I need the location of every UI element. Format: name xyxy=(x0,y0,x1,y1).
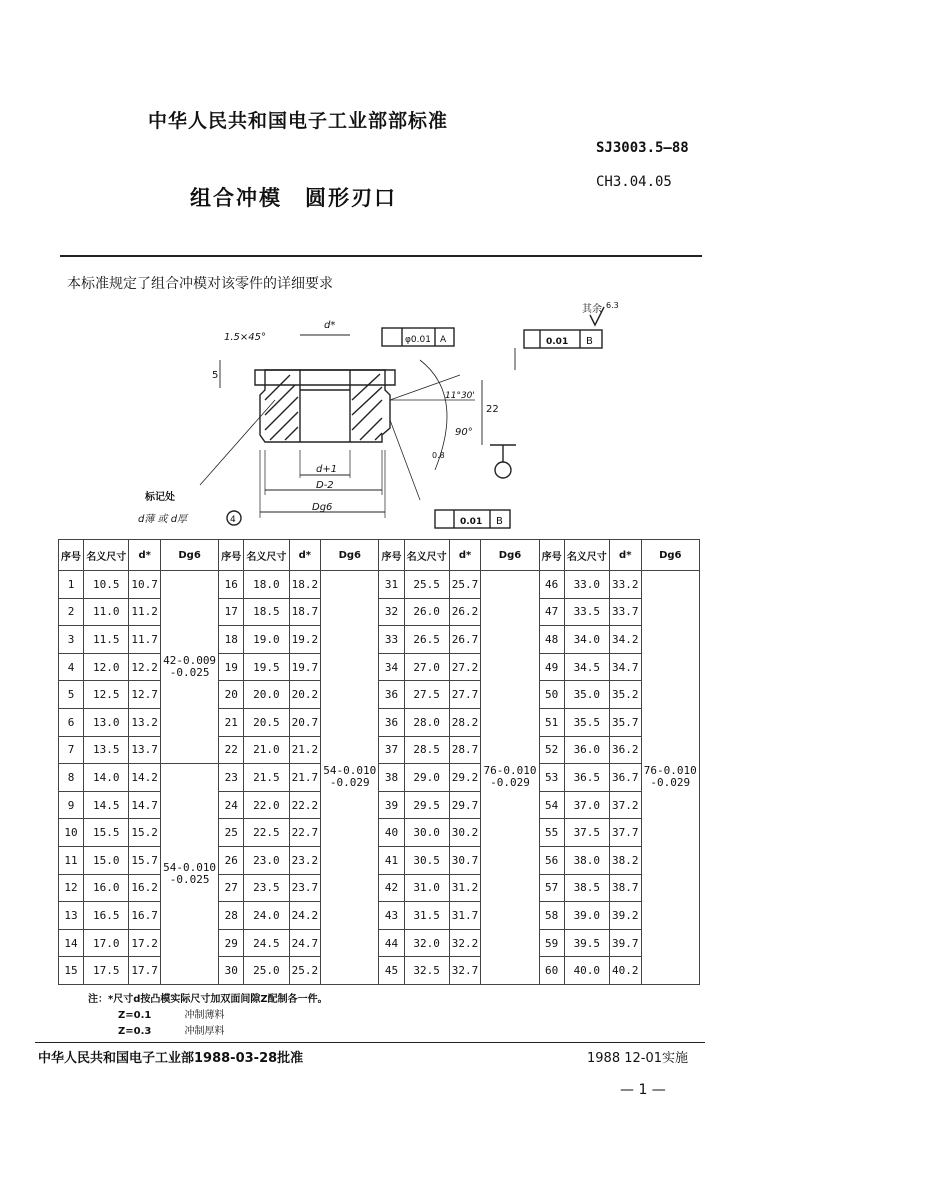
d-star-label: d* xyxy=(324,320,336,331)
table-row xyxy=(59,846,700,874)
cell-dg6-tolerance: 76-0.010 -0.029 xyxy=(481,571,539,985)
table-row xyxy=(59,708,700,736)
cell-seq: 5 xyxy=(59,681,84,709)
col-header-nominal: 名义尺寸 xyxy=(564,540,609,571)
table-row xyxy=(59,874,700,902)
table-row xyxy=(59,957,700,985)
technical-drawing xyxy=(120,300,620,535)
cell-d: 17.2 xyxy=(129,929,161,957)
col-header-dg6: Dg6 xyxy=(160,540,218,571)
cell-d: 38.7 xyxy=(609,874,641,902)
table-row xyxy=(59,598,700,626)
cell-d: 34.2 xyxy=(609,626,641,654)
cell-d: 33.7 xyxy=(609,598,641,626)
perpendicularity-tolerance: 0.01 xyxy=(460,517,483,527)
cell-d: 37.2 xyxy=(609,791,641,819)
cell-d: 11.2 xyxy=(129,598,161,626)
cell-nominal: 17.5 xyxy=(84,957,129,985)
cell-nominal: 27.5 xyxy=(404,681,449,709)
table-row xyxy=(59,736,700,764)
table-row xyxy=(59,902,700,930)
col-header-nominal: 名义尺寸 xyxy=(244,540,289,571)
standard-code: SJ3003.5—88 xyxy=(596,140,689,156)
cell-d: 32.7 xyxy=(449,957,481,985)
cell-nominal: 34.5 xyxy=(564,653,609,681)
cell-nominal: 21.0 xyxy=(244,736,289,764)
cell-seq: 34 xyxy=(379,653,404,681)
chamfer-label: 1.5×45° xyxy=(224,332,267,343)
col-header-nominal: 名义尺寸 xyxy=(84,540,129,571)
cell-nominal: 19.5 xyxy=(244,653,289,681)
dg6-label: Dg6 xyxy=(312,502,333,513)
dim-22-label: 22 xyxy=(486,404,499,415)
cell-seq: 36 xyxy=(379,708,404,736)
cell-seq: 1 xyxy=(59,571,84,599)
cell-d: 39.7 xyxy=(609,929,641,957)
cell-seq: 54 xyxy=(539,791,564,819)
cell-seq: 16 xyxy=(219,571,244,599)
col-header-nominal: 名义尺寸 xyxy=(404,540,449,571)
cell-nominal: 17.0 xyxy=(84,929,129,957)
cell-d: 18.7 xyxy=(289,598,321,626)
cell-d: 21.7 xyxy=(289,764,321,792)
cell-nominal: 31.5 xyxy=(404,902,449,930)
cell-nominal: 22.0 xyxy=(244,791,289,819)
cell-nominal: 22.5 xyxy=(244,819,289,847)
cell-d: 21.2 xyxy=(289,736,321,764)
cell-d: 14.2 xyxy=(129,764,161,792)
cell-d: 33.2 xyxy=(609,571,641,599)
cell-seq: 57 xyxy=(539,874,564,902)
col-header-d: d* xyxy=(289,540,321,571)
cell-d: 31.7 xyxy=(449,902,481,930)
cell-seq: 25 xyxy=(219,819,244,847)
cell-nominal: 16.0 xyxy=(84,874,129,902)
cell-d: 10.7 xyxy=(129,571,161,599)
cell-seq: 18 xyxy=(219,626,244,654)
cell-nominal: 37.5 xyxy=(564,819,609,847)
cell-seq: 40 xyxy=(379,819,404,847)
table-row xyxy=(59,571,700,599)
cell-seq: 10 xyxy=(59,819,84,847)
cell-nominal: 14.5 xyxy=(84,791,129,819)
cell-d: 28.7 xyxy=(449,736,481,764)
roughness-value: 6.3 xyxy=(606,301,619,310)
cell-d: 35.2 xyxy=(609,681,641,709)
cell-nominal: 23.0 xyxy=(244,846,289,874)
cell-d: 29.7 xyxy=(449,791,481,819)
cell-seq: 53 xyxy=(539,764,564,792)
cell-seq: 31 xyxy=(379,571,404,599)
cell-nominal: 28.0 xyxy=(404,708,449,736)
table-row xyxy=(59,791,700,819)
cell-d: 30.2 xyxy=(449,819,481,847)
cell-seq: 7 xyxy=(59,736,84,764)
cell-seq: 51 xyxy=(539,708,564,736)
approval-text: 中华人民共和国电子工业部1988-03-28批准 xyxy=(38,1051,304,1066)
cell-seq: 21 xyxy=(219,708,244,736)
cell-nominal: 39.5 xyxy=(564,929,609,957)
roughness-08-label: 0.8 xyxy=(432,451,445,460)
cell-d: 15.2 xyxy=(129,819,161,847)
classification-code: CH3.04.05 xyxy=(596,174,672,190)
cell-nominal: 33.5 xyxy=(564,598,609,626)
cell-d: 40.2 xyxy=(609,957,641,985)
right-angle-label: 90° xyxy=(455,427,473,438)
cell-d: 15.7 xyxy=(129,846,161,874)
cell-d: 14.7 xyxy=(129,791,161,819)
table-row xyxy=(59,681,700,709)
note-line-3 xyxy=(118,1022,225,1037)
cell-seq: 33 xyxy=(379,626,404,654)
cell-d: 22.2 xyxy=(289,791,321,819)
cell-d: 19.7 xyxy=(289,653,321,681)
cell-nominal: 27.0 xyxy=(404,653,449,681)
issuing-organization: 中华人民共和国电子工业部部标准 xyxy=(148,110,449,132)
mark-text-label: d薄 或 d厚 xyxy=(138,514,188,525)
cell-nominal: 12.5 xyxy=(84,681,129,709)
cell-d: 38.2 xyxy=(609,846,641,874)
cell-d: 24.7 xyxy=(289,929,321,957)
col-header-d: d* xyxy=(449,540,481,571)
col-header-seq: 序号 xyxy=(379,540,404,571)
cell-nominal: 39.0 xyxy=(564,902,609,930)
cell-nominal: 24.0 xyxy=(244,902,289,930)
cell-seq: 19 xyxy=(219,653,244,681)
cell-d: 36.2 xyxy=(609,736,641,764)
cell-nominal: 20.5 xyxy=(244,708,289,736)
cell-d: 35.7 xyxy=(609,708,641,736)
cell-d: 27.7 xyxy=(449,681,481,709)
cell-d: 16.7 xyxy=(129,902,161,930)
cell-nominal: 37.0 xyxy=(564,791,609,819)
intro-text: 本标准规定了组合冲模对该零件的详细要求 xyxy=(67,276,333,292)
parallel-tolerance: 0.01 xyxy=(546,337,569,347)
cell-nominal: 20.0 xyxy=(244,681,289,709)
cell-d: 20.7 xyxy=(289,708,321,736)
cell-nominal: 35.5 xyxy=(564,708,609,736)
cell-d: 26.2 xyxy=(449,598,481,626)
cell-nominal: 12.0 xyxy=(84,653,129,681)
table-row xyxy=(59,929,700,957)
cell-dg6-tolerance: 54-0.010 -0.029 xyxy=(321,571,379,985)
cell-d: 34.7 xyxy=(609,653,641,681)
cell-nominal: 31.0 xyxy=(404,874,449,902)
cell-seq: 24 xyxy=(219,791,244,819)
cell-seq: 3 xyxy=(59,626,84,654)
cell-nominal: 16.5 xyxy=(84,902,129,930)
cell-nominal: 11.0 xyxy=(84,598,129,626)
cell-d: 19.2 xyxy=(289,626,321,654)
cell-nominal: 18.5 xyxy=(244,598,289,626)
cell-d: 25.7 xyxy=(449,571,481,599)
cell-seq: 22 xyxy=(219,736,244,764)
cell-seq: 20 xyxy=(219,681,244,709)
cell-seq: 46 xyxy=(539,571,564,599)
col-header-seq: 序号 xyxy=(59,540,84,571)
table-row xyxy=(59,626,700,654)
cell-d: 12.7 xyxy=(129,681,161,709)
col-header-d: d* xyxy=(129,540,161,571)
cell-seq: 8 xyxy=(59,764,84,792)
cell-d: 18.2 xyxy=(289,571,321,599)
note-thick-material: 冲制厚料 xyxy=(184,1026,225,1037)
cell-seq: 52 xyxy=(539,736,564,764)
footer-rule xyxy=(35,1042,705,1043)
cell-seq: 23 xyxy=(219,764,244,792)
small-angle-label: 11°30' xyxy=(445,391,475,401)
cell-d: 30.7 xyxy=(449,846,481,874)
cell-nominal: 34.0 xyxy=(564,626,609,654)
cell-seq: 60 xyxy=(539,957,564,985)
cell-nominal: 29.0 xyxy=(404,764,449,792)
effective-date: 1988 12-01实施 xyxy=(587,1051,688,1066)
cell-nominal: 14.0 xyxy=(84,764,129,792)
cell-seq: 17 xyxy=(219,598,244,626)
table-header-row xyxy=(59,540,700,571)
cell-nominal: 25.5 xyxy=(404,571,449,599)
mark-place-label: 标记处 xyxy=(145,492,175,503)
cell-seq: 9 xyxy=(59,791,84,819)
cell-nominal: 24.5 xyxy=(244,929,289,957)
table-row xyxy=(59,653,700,681)
cell-nominal: 15.5 xyxy=(84,819,129,847)
cell-d: 25.2 xyxy=(289,957,321,985)
cell-seq: 45 xyxy=(379,957,404,985)
col-header-dg6: Dg6 xyxy=(481,540,539,571)
cell-nominal: 26.5 xyxy=(404,626,449,654)
datum-a-label: A xyxy=(440,335,447,345)
cell-nominal: 29.5 xyxy=(404,791,449,819)
cell-dg6-tolerance: 42-0.009 -0.025 xyxy=(160,571,218,764)
cell-seq: 47 xyxy=(539,598,564,626)
col-header-seq: 序号 xyxy=(219,540,244,571)
cell-dg6-tolerance: 76-0.010 -0.029 xyxy=(641,571,699,985)
table-body xyxy=(59,571,700,985)
datum-b2-label: B xyxy=(496,516,503,527)
cell-seq: 29 xyxy=(219,929,244,957)
cell-seq: 15 xyxy=(59,957,84,985)
cell-seq: 36 xyxy=(379,681,404,709)
cell-d: 26.7 xyxy=(449,626,481,654)
cell-seq: 42 xyxy=(379,874,404,902)
cell-nominal: 13.5 xyxy=(84,736,129,764)
cell-d: 31.2 xyxy=(449,874,481,902)
cell-seq: 2 xyxy=(59,598,84,626)
cell-d: 11.7 xyxy=(129,626,161,654)
cell-nominal: 23.5 xyxy=(244,874,289,902)
page-number: — 1 — xyxy=(620,1082,666,1098)
cell-seq: 58 xyxy=(539,902,564,930)
cell-seq: 14 xyxy=(59,929,84,957)
col-header-dg6: Dg6 xyxy=(641,540,699,571)
header-rule xyxy=(60,255,702,257)
note-z-value-2: Z=0.3 xyxy=(118,1026,152,1037)
cell-d: 37.7 xyxy=(609,819,641,847)
cell-nominal: 19.0 xyxy=(244,626,289,654)
cell-nominal: 28.5 xyxy=(404,736,449,764)
cell-seq: 50 xyxy=(539,681,564,709)
cell-d: 12.2 xyxy=(129,653,161,681)
cell-nominal: 35.0 xyxy=(564,681,609,709)
cell-seq: 11 xyxy=(59,846,84,874)
cell-seq: 49 xyxy=(539,653,564,681)
cell-d: 20.2 xyxy=(289,681,321,709)
note-line-2 xyxy=(118,1006,225,1021)
cell-seq: 39 xyxy=(379,791,404,819)
cell-seq: 38 xyxy=(379,764,404,792)
cell-nominal: 10.5 xyxy=(84,571,129,599)
cell-nominal: 40.0 xyxy=(564,957,609,985)
d-plus-1-label: d+1 xyxy=(316,464,338,475)
col-header-d: d* xyxy=(609,540,641,571)
cell-d: 36.7 xyxy=(609,764,641,792)
cell-d: 23.2 xyxy=(289,846,321,874)
cell-nominal: 26.0 xyxy=(404,598,449,626)
cell-nominal: 36.5 xyxy=(564,764,609,792)
cell-d: 24.2 xyxy=(289,902,321,930)
col-header-seq: 序号 xyxy=(539,540,564,571)
cell-seq: 44 xyxy=(379,929,404,957)
cell-d: 32.2 xyxy=(449,929,481,957)
cell-seq: 41 xyxy=(379,846,404,874)
cell-d: 29.2 xyxy=(449,764,481,792)
document-title: 组合冲模 圆形刃口 xyxy=(190,186,397,210)
cell-d: 39.2 xyxy=(609,902,641,930)
cell-d: 27.2 xyxy=(449,653,481,681)
cell-d: 13.2 xyxy=(129,708,161,736)
cell-dg6-tolerance: 54-0.010 -0.025 xyxy=(160,764,218,985)
cell-d: 17.7 xyxy=(129,957,161,985)
cell-d: 13.7 xyxy=(129,736,161,764)
table-row xyxy=(59,764,700,792)
cell-seq: 48 xyxy=(539,626,564,654)
cell-seq: 55 xyxy=(539,819,564,847)
dim-5-label: 5 xyxy=(212,370,219,381)
cell-seq: 56 xyxy=(539,846,564,874)
col-header-dg6: Dg6 xyxy=(321,540,379,571)
cell-seq: 59 xyxy=(539,929,564,957)
cell-seq: 37 xyxy=(379,736,404,764)
cell-nominal: 33.0 xyxy=(564,571,609,599)
dimension-table xyxy=(58,539,700,985)
cell-nominal: 13.0 xyxy=(84,708,129,736)
cell-nominal: 11.5 xyxy=(84,626,129,654)
note-z-value-1: Z=0.1 xyxy=(118,1010,152,1021)
cell-nominal: 36.0 xyxy=(564,736,609,764)
cell-seq: 4 xyxy=(59,653,84,681)
cell-nominal: 30.5 xyxy=(404,846,449,874)
cell-nominal: 25.0 xyxy=(244,957,289,985)
cell-nominal: 38.5 xyxy=(564,874,609,902)
cell-seq: 13 xyxy=(59,902,84,930)
cell-seq: 26 xyxy=(219,846,244,874)
cell-nominal: 18.0 xyxy=(244,571,289,599)
note-thin-material: 冲制薄料 xyxy=(184,1010,225,1021)
cell-nominal: 38.0 xyxy=(564,846,609,874)
cell-seq: 28 xyxy=(219,902,244,930)
datum-b-label: B xyxy=(586,336,593,347)
roughness-other-label: 其余 xyxy=(582,304,602,315)
cell-nominal: 32.0 xyxy=(404,929,449,957)
mark-circle-label: 4 xyxy=(230,515,236,525)
table-row xyxy=(59,819,700,847)
cell-seq: 32 xyxy=(379,598,404,626)
cell-nominal: 15.0 xyxy=(84,846,129,874)
cell-d: 16.2 xyxy=(129,874,161,902)
cell-seq: 27 xyxy=(219,874,244,902)
cell-seq: 30 xyxy=(219,957,244,985)
cell-nominal: 21.5 xyxy=(244,764,289,792)
cell-nominal: 30.0 xyxy=(404,819,449,847)
d-minus-label: D-2 xyxy=(316,480,334,491)
note-line-1: 注：*尺寸d按凸模实际尺寸加双面间隙Z配制各一件。 xyxy=(88,994,328,1005)
cell-nominal: 32.5 xyxy=(404,957,449,985)
cell-d: 28.2 xyxy=(449,708,481,736)
cell-d: 23.7 xyxy=(289,874,321,902)
cell-seq: 43 xyxy=(379,902,404,930)
cell-d: 22.7 xyxy=(289,819,321,847)
cell-seq: 12 xyxy=(59,874,84,902)
cell-seq: 6 xyxy=(59,708,84,736)
concentricity-tolerance: φ0.01 xyxy=(405,335,431,345)
